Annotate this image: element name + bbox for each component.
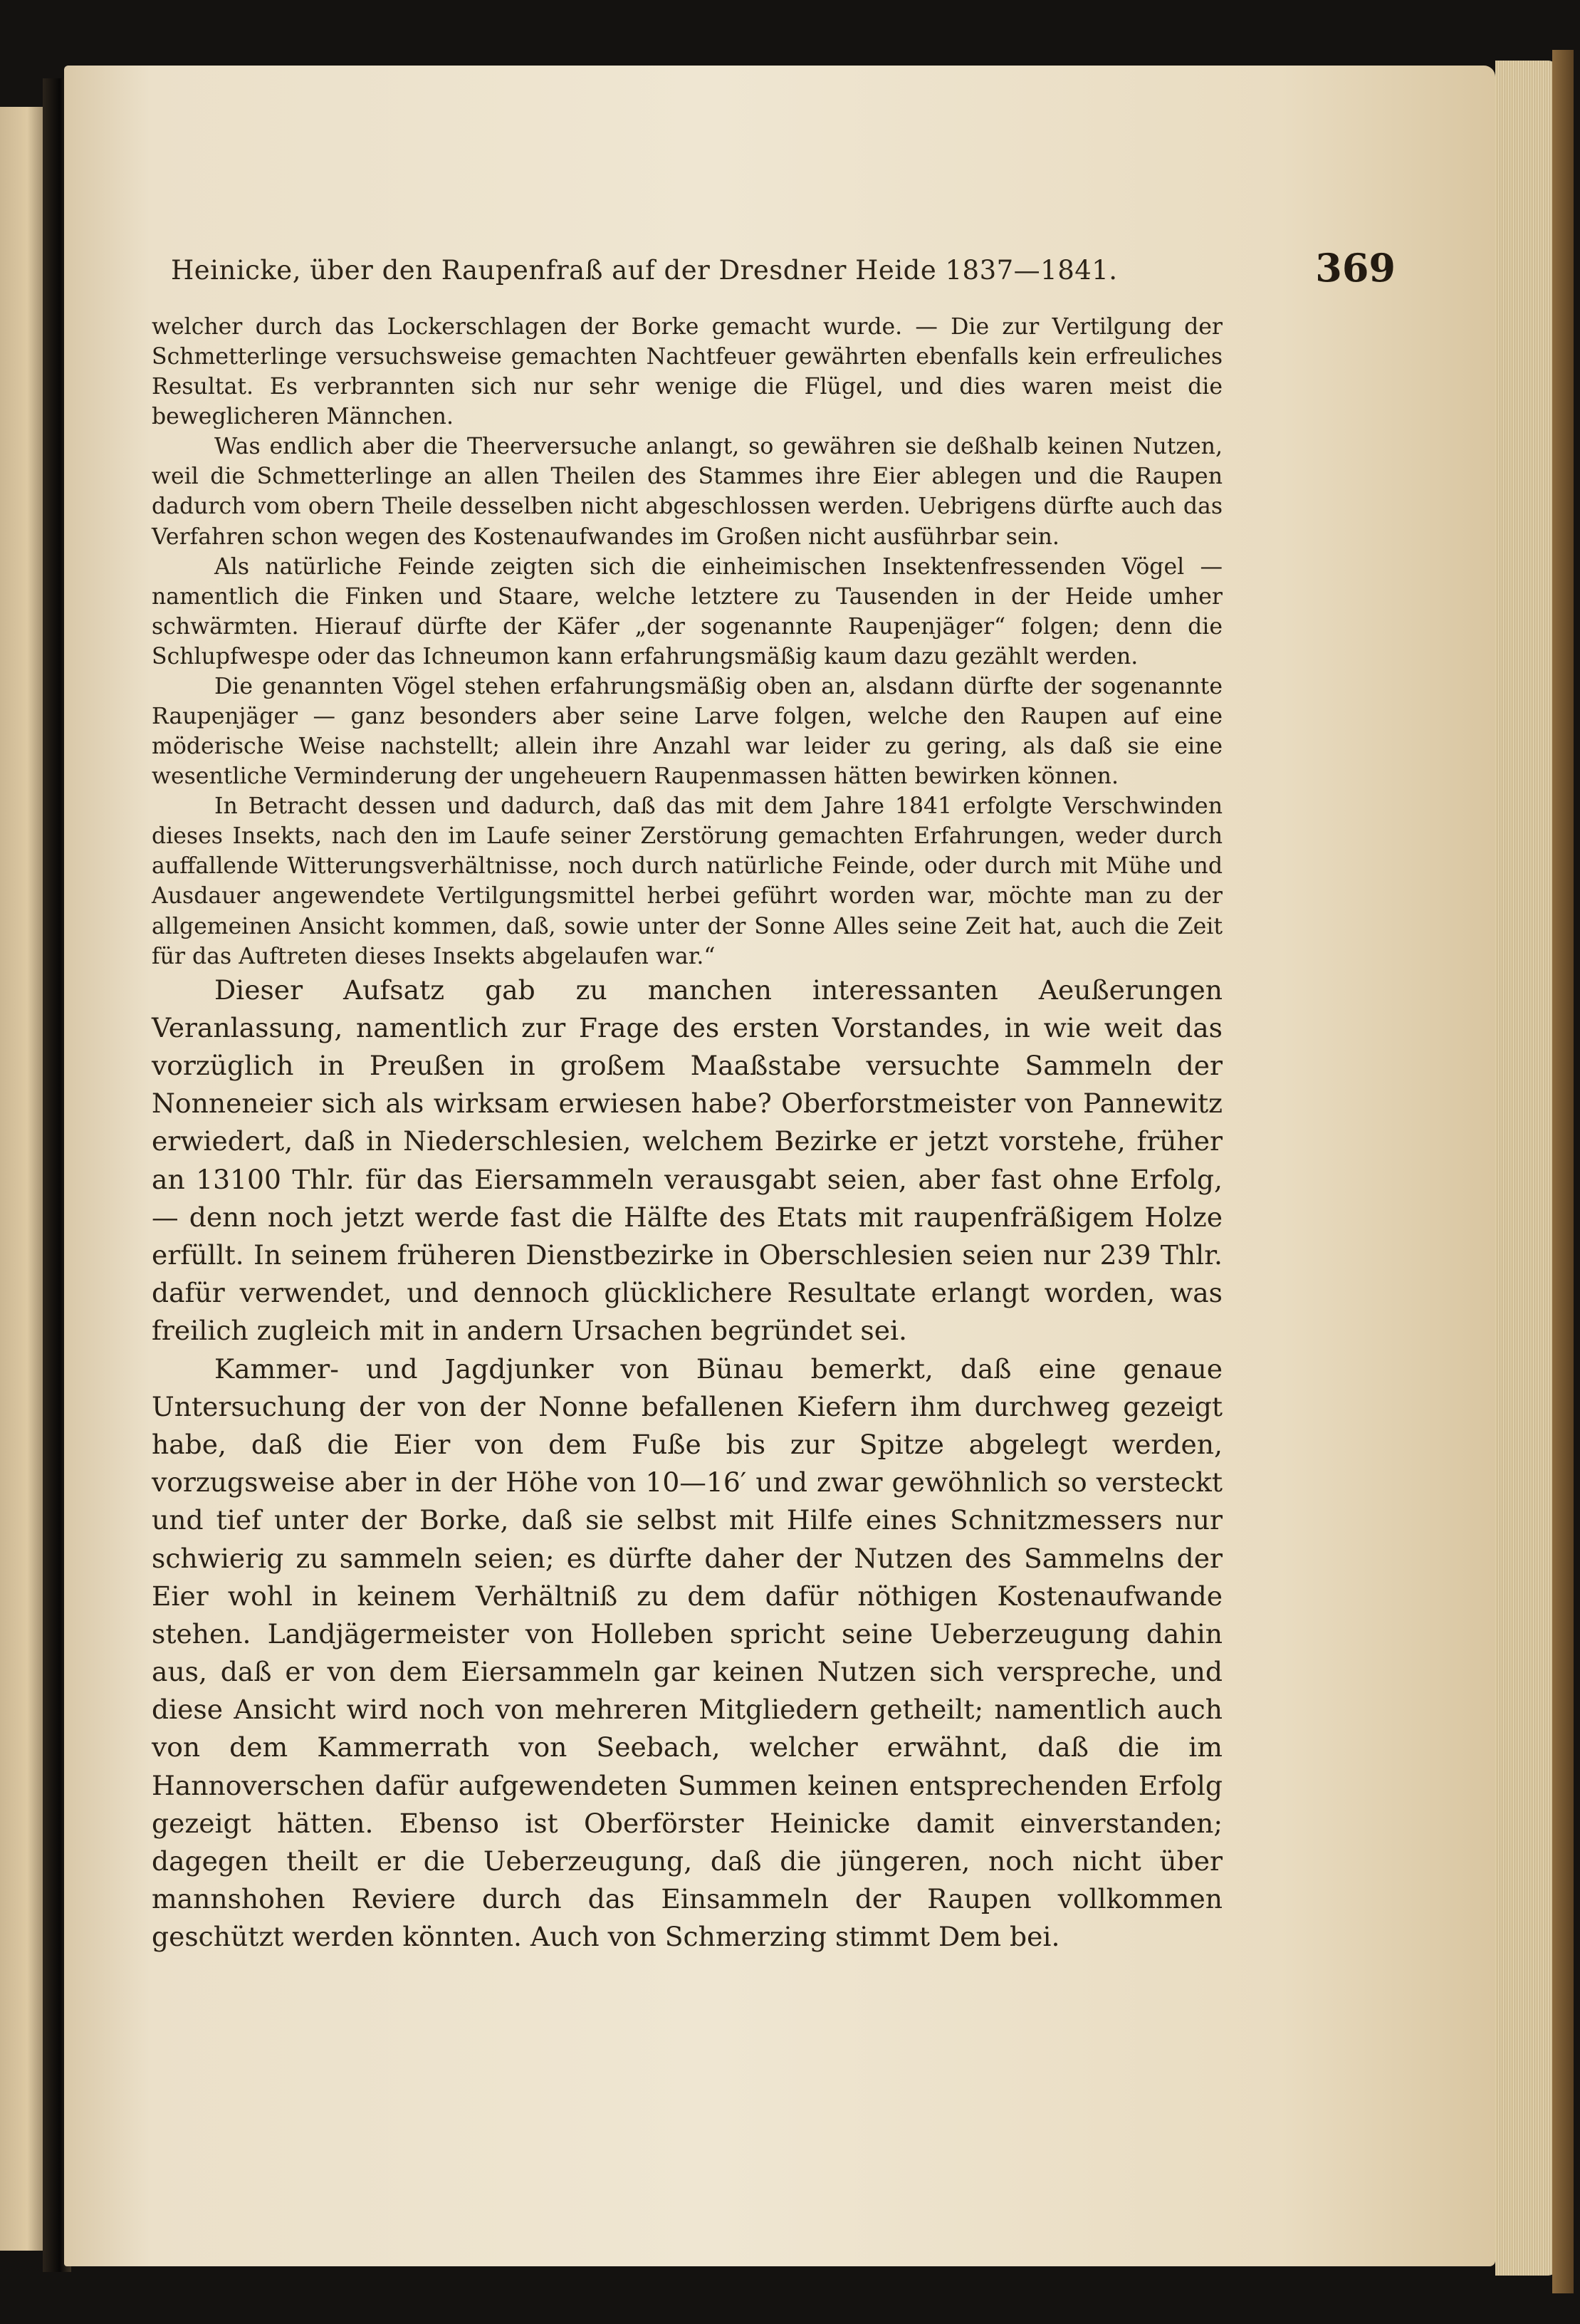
paragraph-feinde: Als natürliche Feinde zeigten sich die einheimischen Insektenfressenden Vögel — namentlich die Finken und Staare, welche letztere zu Tausenden in der Heide umher schwärmten. Hierauf dürfte der Käfer „der sogenannte Raupenjäger“ folgen; denn die Schlupfwespe oder das Ichneumon kann erfahrungsmäßig kaum dazu gezählt werden.: [152, 553, 1223, 669]
page-number: 369: [1315, 245, 1396, 291]
book-cover-edge: [1552, 50, 1574, 2293]
running-head: Heinicke, über den Raupenfraß auf der Dresdner Heide 1837—1841.: [171, 255, 1118, 286]
page-block-edges: [1495, 61, 1558, 2276]
paragraph-theer: Was endlich aber die Theerversuche anlangt, so gewähren sie deßhalb keinen Nutzen, weil die Schmetterlinge an allen Theilen des Stammes ihre Eier ablegen und die Raupen dadurch vom obern Theile desselben nicht abgeschlossen werden. Uebrigens dürfte auch das Verfahren schon wegen des Kostenaufwandes im Großen nicht ausführbar sein.: [152, 434, 1223, 550]
paragraph-continuation: welcher durch das Lockerschlagen der Borke gemacht wurde. — Die zur Vertilgung der Schmetterlinge versuchsweise gemachten Nachtfeuer gewährten ebenfalls kein erfreuliches Resultat. Es verbrannten sich nur sehr wenige die Flügel, und dies waren meist die beweglicheren Männchen.: [152, 314, 1223, 430]
paragraph-aufsatz: Dieser Aufsatz gab zu manchen interessanten Aeußerungen Veranlassung, namentlich zur Frage des ersten Vorstandes, in wie weit das vorzüglich in Preußen in großem Maaßstabe versuchte Sammeln der Nonneneier sich als wirksam erwiesen habe? Oberforstmeister von Pannewitz erwiedert, daß in Niederschlesien, welchem Bezirke er jetzt vorstehe, früher an 13100 Thlr. für das Eiersammeln verausgabt seien, aber fast ohne Erfolg, — denn noch jetzt werde fast die Hälfte des Etats mit raupenfräßigem Holze erfüllt. In seinem früheren Dienstbezirke in Oberschlesien seien nur 239 Thlr. dafür verwendet, und dennoch glücklichere Resultate erlangt worden, was freilich zugleich mit in andern Ursachen begründet sei.: [152, 974, 1223, 1347]
paragraph-betracht: In Betracht dessen und dadurch, daß das mit dem Jahre 1841 erfolgte Verschwinden dieses Insekts, nach den im Laufe seiner Zerstörung gemachten Erfahrungen, weder durch auffallende Witterungsverhältnisse, noch durch natürliche Feinde, oder durch mit Mühe und Ausdauer angewendete Vertilgungsmittel herbei geführt worden war, möchte man zu der allgemeinen Ansicht kommen, daß, sowie unter der Sonne Alles seine Zeit hat, auch die Zeit für das Auftreten dieses Insekts abgelaufen war.“: [152, 793, 1223, 969]
body-text: [152, 312, 1223, 1956]
paragraph-voegel: Die genannten Vögel stehen erfahrungsmäßig oben an, alsdann dürfte der sogenannte Raupenjäger — ganz besonders aber seine Larve folgen, welche den Raupen auf eine möderische Weise nachstellt; allein ihre Anzahl war leider zu gering, als daß sie eine wesentliche Verminderung der ungeheuern Raupenmassen hätten bewirken können.: [152, 673, 1223, 790]
paragraph-buenau: Kammer- und Jagdjunker von Bünau bemerkt, daß eine genaue Untersuchung der von der Nonne befallenen Kiefern ihm durchweg gezeigt habe, daß die Eier von dem Fuße bis zur Spitze abgelegt werden, vorzugsweise aber in der Höhe von 10—16′ und zwar gewöhnlich so versteckt und tief unter der Borke, daß sie selbst mit Hilfe eines Schnitzmessers nur schwierig zu sammeln seien; es dürfte daher der Nutzen des Sammelns der Eier wohl in keinem Verhältniß zu dem dafür nöthigen Kostenaufwande stehen. Landjägermeister von Holleben spricht seine Ueberzeugung dahin aus, daß er von dem Eiersammeln gar keinen Nutzen sich verspreche, und diese Ansicht wird noch von mehreren Mitgliedern getheilt; namentlich auch von dem Kammerrath von Seebach, welcher erwähnt, daß die im Hannoverschen dafür aufgewendeten Summen keinen entsprechenden Erfolg gezeigt hätten. Ebenso ist Oberförster Heinicke damit einverstanden; dagegen theilt er die Ueberzeugung, daß die jüngeren, noch nicht über mannshohen Reviere durch das Einsammeln der Raupen vollkommen geschützt werden könnten. Auch von Schmerzing stimmt Dem bei.: [152, 1353, 1223, 1953]
